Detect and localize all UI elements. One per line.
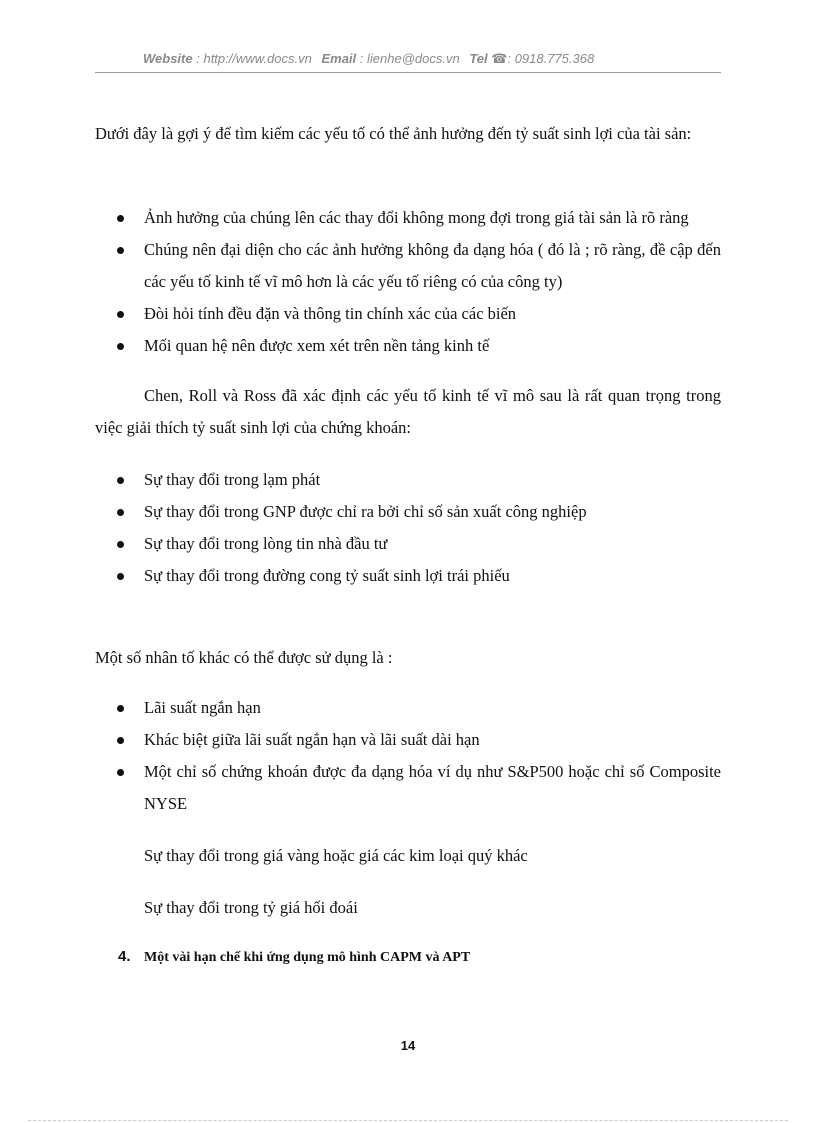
bullet-list-criteria [95, 202, 721, 362]
list-item: Khác biệt giữa lãi suất ngắn hạn và lãi suất dài hạn [95, 724, 721, 756]
list-item: Chúng nên đại diện cho các ảnh hưởng không đa dạng hóa ( đó là ; rõ ràng, đề cập đến các yếu tố kinh tế vĩ mô hơn là các yếu tố riêng có của công ty) [95, 234, 721, 298]
email-label: Email [321, 51, 357, 66]
page-header [143, 51, 594, 67]
plain-line-exchange: Sự thay đổi trong tỷ giá hối đoái [144, 898, 358, 917]
page-bottom-divider [28, 1120, 788, 1121]
list-item: Sự thay đổi trong GNP được chỉ ra bởi chỉ số sản xuất công nghiệp [95, 496, 721, 528]
bullet-icon [117, 477, 124, 484]
list-item: Sự thay đổi trong lạm phát [95, 464, 721, 496]
intro-paragraph: Dưới đây là gợi ý để tìm kiếm các yếu tố có thể ảnh hưởng đến tỷ suất sinh lợi của tài sản: [95, 124, 692, 143]
list-item: Sự thay đổi trong lòng tin nhà đầu tư [95, 528, 721, 560]
list-item: Đòi hỏi tính đều đặn và thông tin chính xác của các biến [95, 298, 721, 330]
chen-roll-ross-paragraph: Chen, Roll và Ross đã xác định các yếu tố kinh tế vĩ mô sau là rất quan trọng trong việc giải thích tỷ suất sinh lợi của chứng khoán: [95, 386, 721, 437]
bullet-icon [117, 573, 124, 580]
email-value: : lienhe@docs.vn [359, 51, 460, 66]
bullet-icon [117, 509, 124, 516]
bullet-icon [117, 247, 124, 254]
section-heading [118, 948, 470, 966]
website-label: Website [143, 51, 193, 66]
list-item: Sự thay đổi trong đường cong tỷ suất sinh lợi trái phiếu [95, 560, 721, 592]
list-item: Lãi suất ngắn hạn [95, 692, 721, 724]
bullet-icon [117, 769, 124, 776]
bullet-icon [117, 343, 124, 350]
header-divider [95, 72, 721, 73]
tel-value: : 0918.775.368 [507, 51, 595, 66]
bullet-icon [117, 541, 124, 548]
bullet-icon [117, 705, 124, 712]
list-item: Một chỉ số chứng khoán được đa dạng hóa ví dụ như S&P500 hoặc chỉ số Composite NYSE [95, 756, 721, 820]
list-item: Ảnh hưởng của chúng lên các thay đổi không mong đợi trong giá tài sản là rõ ràng [95, 202, 721, 234]
bullet-list-macro-factors [95, 464, 721, 592]
plain-line-gold: Sự thay đổi trong giá vàng hoặc giá các kim loại quý khác [144, 846, 528, 865]
other-factors-paragraph: Một số nhân tố khác có thể được sử dụng là : [95, 648, 393, 667]
phone-icon: ☎ [491, 51, 508, 66]
tel-label: Tel [469, 51, 488, 66]
list-item: Mối quan hệ nên được xem xét trên nền tảng kinh tế [95, 330, 721, 362]
website-value: : http://www.docs.vn [196, 51, 312, 66]
page-number: 14 [400, 1038, 416, 1053]
section-title: Một vài hạn chế khi ứng dụng mô hình CAPM và APT [144, 950, 471, 965]
bullet-icon [117, 215, 124, 222]
bullet-list-other-factors [95, 692, 721, 820]
bullet-icon [117, 311, 124, 318]
bullet-icon [117, 737, 124, 744]
section-number: 4. [118, 948, 131, 965]
